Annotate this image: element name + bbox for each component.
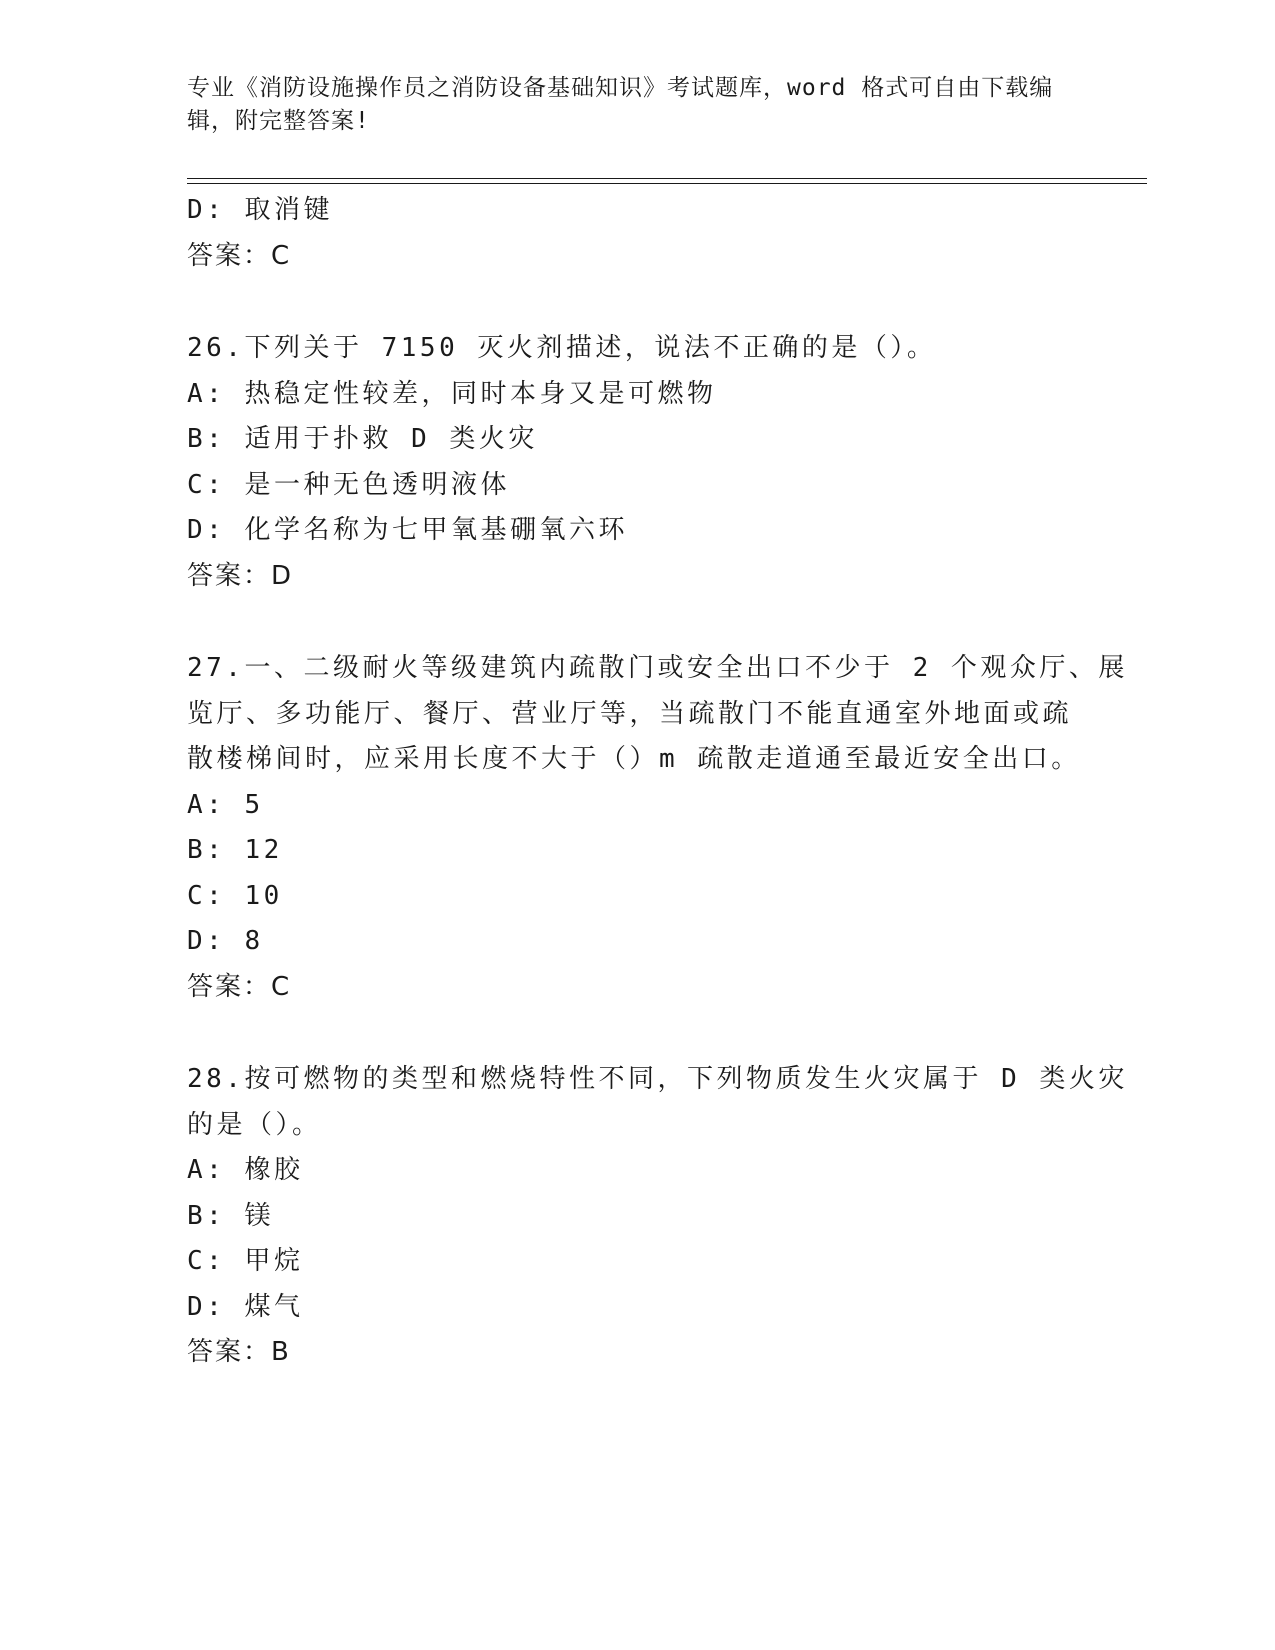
spacer <box>187 279 1087 326</box>
question-stem-line: 27.一、二级耐火等级建筑内疏散门或安全出口不少于 2 个观众厅、展 <box>187 653 1128 683</box>
question-content <box>187 188 1128 1376</box>
question-stem-line: 散楼梯间时，应采用长度不大于（）m 疏散走道通至最近安全出口。 <box>187 744 1081 774</box>
question-26 <box>187 326 1087 599</box>
header-line-1: 专业《消防设施操作员之消防设备基础知识》考试题库，word 格式可自由下载编 <box>187 75 1054 101</box>
question-stem: 26.下列关于 7150 灭火剂描述，说法不正确的是（）。 <box>187 333 937 363</box>
option-c: C: 是一种无色透明液体 <box>187 469 510 500</box>
option-d: D: 化学名称为七甲氧基硼氧六环 <box>187 515 628 545</box>
answer-line: 答案：C <box>187 971 292 1002</box>
option-d: D: 取消键 <box>187 195 333 225</box>
question-28 <box>187 1057 1128 1376</box>
previous-question-tail <box>187 188 1087 279</box>
answer-line: 答案：B <box>187 1337 291 1367</box>
option-a: A: 5 <box>187 789 264 820</box>
question-27 <box>187 646 1128 1010</box>
option-b: B: 12 <box>187 835 283 865</box>
question-stem-line: 28.按可燃物的类型和燃烧特性不同，下列物质发生火灾属于 D 类火灾 <box>187 1064 1128 1094</box>
spacer <box>187 1010 1087 1057</box>
question-stem-line: 的是（）。 <box>187 1109 322 1140</box>
header-divider-top <box>187 178 1147 179</box>
spacer <box>187 599 1087 646</box>
option-a: A: 橡胶 <box>187 1155 304 1185</box>
option-d: D: 煤气 <box>187 1291 304 1322</box>
answer-line: 答案：D <box>187 560 294 591</box>
option-d: D: 8 <box>187 926 264 956</box>
document-header <box>187 72 1087 138</box>
option-b: B: 适用于扑救 D 类火灾 <box>187 424 538 454</box>
answer-line: 答案：C <box>187 240 292 271</box>
option-a: A: 热稳定性较差，同时本身又是可燃物 <box>187 378 717 409</box>
option-c: C: 10 <box>187 880 283 911</box>
option-b: B: 镁 <box>187 1200 274 1231</box>
question-stem-line: 览厅、多功能厅、餐厅、营业厅等，当疏散门不能直通室外地面或疏 <box>187 698 1073 729</box>
header-line-2: 辑，附完整答案! <box>187 108 370 134</box>
header-divider-bottom <box>187 183 1147 184</box>
option-c: C: 甲烷 <box>187 1246 304 1276</box>
